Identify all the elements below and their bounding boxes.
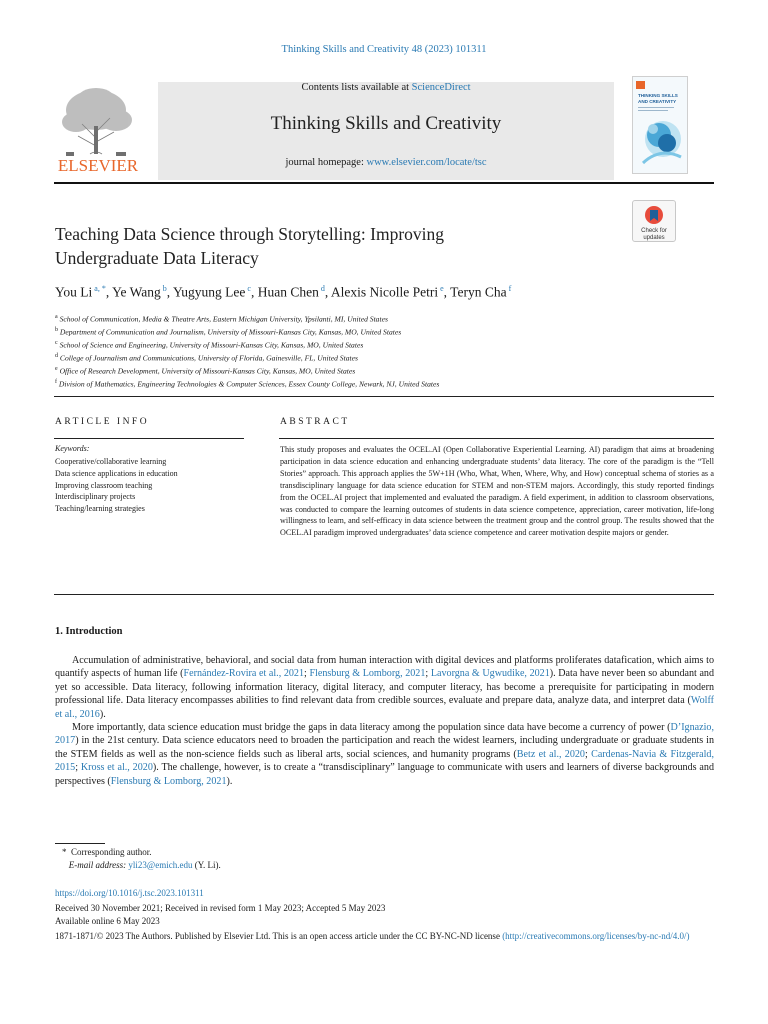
paragraph-text: More importantly, data science education must bridge the gaps in data literacy among the population since data have become a currency of power ( bbox=[72, 722, 671, 734]
author-affiliation-marker[interactable]: f bbox=[506, 284, 512, 293]
license-text: 1871-1871/© 2023 The Authors. Published by Elsevier Ltd. This is an open access article under the CC BY-NC-ND license bbox=[55, 931, 500, 941]
article-info-heading: ARTICLE INFO bbox=[55, 417, 150, 427]
citation-link[interactable]: Fernández-Rovira et al., 2021 bbox=[183, 668, 305, 680]
citation-link[interactable]: Kross et al., 2020 bbox=[80, 762, 153, 774]
affiliation-item bbox=[55, 325, 715, 338]
homepage-prefix: journal homepage: bbox=[285, 157, 367, 168]
keyword-item: Cooperative/collaborative learning bbox=[55, 457, 167, 466]
journal-reference[interactable]: Thinking Skills and Creativity 48 (2023) 101311 bbox=[281, 44, 487, 55]
contents-prefix: Contents lists available at bbox=[301, 82, 412, 93]
author-separator: , bbox=[105, 284, 113, 300]
citation-link[interactable]: Lavorgna & Ugwudike, 2021 bbox=[430, 668, 550, 680]
affiliation-text: School of Science and Engineering, University of Missouri-Kansas City, Kansas, MO, United States bbox=[57, 340, 364, 350]
bookmark-ribbon-icon bbox=[633, 201, 675, 241]
sciencedirect-link[interactable]: ScienceDirect bbox=[411, 82, 471, 93]
paragraph-text: ; bbox=[75, 762, 81, 774]
affiliation-marker: a bbox=[55, 314, 58, 320]
paragraph-text: ). bbox=[99, 708, 106, 720]
email-suffix: (Y. Li). bbox=[192, 860, 221, 870]
citation-link[interactable]: Betz et al., 2020 bbox=[516, 748, 585, 760]
keyword-item: Improving classroom teaching bbox=[55, 480, 153, 490]
author-affiliation-marker[interactable]: d bbox=[318, 284, 325, 293]
doi-link[interactable]: https://doi.org/10.1016/j.tsc.2023.101311 bbox=[55, 888, 204, 898]
elsevier-logo[interactable] bbox=[52, 80, 144, 176]
section-rule bbox=[54, 594, 714, 595]
affiliation-text: Division of Mathematics, Engineering Technologies & Computer Sciences, Essex County College, Newark, NJ, United States bbox=[57, 379, 440, 389]
keyword-list bbox=[55, 456, 255, 515]
citation-link[interactable]: Wolff et al., 2016 bbox=[55, 695, 714, 720]
paragraph-text: ). The challenge, however, is to create a “transdisciplinary” language to communicate with users and learners of diverse backgrounds and perspectives ( bbox=[55, 762, 714, 787]
cover-artwork-icon bbox=[633, 77, 687, 173]
paragraph-text: ; bbox=[425, 668, 431, 680]
author-name[interactable]: Teryn Cha bbox=[450, 284, 507, 300]
paragraph-text: ; bbox=[584, 748, 592, 760]
elsevier-wordmark: ELSEVIER bbox=[57, 156, 139, 175]
author-list bbox=[55, 284, 695, 301]
journal-title: Thinking Skills and Creativity bbox=[270, 113, 502, 134]
author-name[interactable]: Huan Chen bbox=[257, 284, 319, 300]
asterisk-marker: * bbox=[62, 847, 71, 857]
author-email-link[interactable]: yli23@emich.edu bbox=[128, 860, 193, 870]
keyword-item: Teaching/learning strategies bbox=[55, 504, 145, 514]
affiliation-marker: c bbox=[55, 340, 58, 347]
email-label: E-mail address: bbox=[68, 860, 127, 870]
affiliation-item bbox=[55, 351, 715, 364]
paragraph-text: Accumulation of administrative, behavioral, and social data from human interaction with digital devices and platforms proliferates datafication, which aims to quantify aspects of human life ( bbox=[55, 655, 714, 680]
author-separator: , bbox=[443, 284, 451, 300]
svg-text:THINKING SKILLS: THINKING SKILLS bbox=[638, 93, 678, 98]
journal-homepage-link[interactable]: www.elsevier.com/locate/tsc bbox=[366, 157, 487, 168]
citation-link[interactable]: D’Ignazio, 2017 bbox=[55, 722, 714, 747]
introduction-heading: 1. Introduction bbox=[55, 626, 123, 637]
citation-link[interactable]: Cardenas-Navia & Fitzgerald, 2015 bbox=[55, 748, 714, 774]
paragraph-text: ). Data have never been so abundant and yet so accessible. Data literacy, following information literacy, digital literacy, and computer literacy, has become a prerequisite for participating in modern professional life. Data literacy encompasses abilities to find relevant data from credible sources, evaluate and prepare data, analyze data, and interpret data ( bbox=[55, 668, 715, 707]
svg-text:Check for: Check for bbox=[641, 228, 667, 234]
article-dates bbox=[55, 902, 715, 928]
affiliation-text: School of Communication, Media & Theatre Arts, Eastern Michigan University, Ypsilanti, MI, United States bbox=[57, 314, 388, 324]
elsevier-tree-icon bbox=[52, 80, 144, 176]
paragraph bbox=[55, 654, 714, 721]
author-name[interactable]: Alexis Nicolle Petri bbox=[330, 284, 439, 300]
introduction-body bbox=[55, 654, 714, 788]
affiliation-marker: d bbox=[55, 353, 58, 360]
author-name[interactable]: Yugyung Lee bbox=[173, 284, 246, 300]
affiliation-text: Office of Research Development, University of Missouri-Kansas City, Kansas, MO, United States bbox=[57, 366, 356, 376]
author-name[interactable]: Ye Wang bbox=[112, 284, 161, 300]
corresponding-author-note: Corresponding author. bbox=[71, 847, 152, 857]
abstract-text: This study proposes and evaluates the OCEL.AI (Open Collaborative Experiential Learning. AI) paradigm that aims at broadening participation in data science education and enhancing undergraduate students’ data literacy. The core of the paradigm is the “Tell Stories” approach. This approach applies the 5W+1H (Who, What, When, Where, Why, and How) conceptual schema of stories as a transdisciplinary language for data science education for STEM and non-STEM majors. Accordingly, this study reported findings from the OCEL.AI project that implemented and evaluated the paradigm. A field experiment, in addition to classroom observations, was conducted to compare the learning outcomes of students in data science competence, appreciation, career motivation, life-long willingness to learn, and self-efficacy in data science between the treatment group and the control group. The results showed that the OCEL.AI paradigm improved undergraduates’ data science competence and career motivation despite majors or gender. bbox=[280, 445, 714, 538]
affiliation-marker: e bbox=[55, 366, 58, 373]
license-notice bbox=[55, 930, 714, 943]
homepage-line bbox=[158, 157, 614, 168]
author-affiliation-marker[interactable]: b bbox=[160, 284, 167, 293]
affiliation-marker: f bbox=[55, 379, 57, 386]
article-title-line: Undergraduate Data Literacy bbox=[55, 248, 259, 268]
author-separator: , bbox=[324, 284, 331, 300]
svg-text:AND CREATIVITY: AND CREATIVITY bbox=[638, 99, 677, 104]
section-rule bbox=[54, 396, 714, 397]
check-for-updates-badge[interactable] bbox=[632, 200, 676, 242]
keywords-label: Keywords: bbox=[55, 444, 90, 453]
footnote-rule bbox=[55, 843, 105, 844]
abstract-rule bbox=[279, 438, 714, 439]
article-title-line: Teaching Data Science through Storytelling: Improving bbox=[55, 224, 445, 244]
license-link[interactable]: (http://creativecommons.org/licenses/by-nc-nd/4.0/) bbox=[502, 931, 690, 941]
affiliation-item bbox=[55, 364, 715, 377]
contents-line bbox=[158, 82, 614, 93]
footnote bbox=[62, 846, 221, 872]
paragraph bbox=[55, 721, 714, 788]
paragraph-text: ). bbox=[226, 775, 233, 787]
svg-text:updates: updates bbox=[643, 235, 665, 241]
keyword-item: Data science applications in education bbox=[55, 468, 178, 478]
abstract-heading: ABSTRACT bbox=[280, 417, 350, 427]
author-affiliation-marker[interactable]: c bbox=[245, 284, 251, 293]
article-title bbox=[55, 222, 615, 270]
available-online-date: Available online 6 May 2023 bbox=[55, 916, 160, 926]
keyword-item: Interdisciplinary projects bbox=[55, 492, 136, 502]
affiliation-list bbox=[55, 312, 715, 390]
affiliation-item bbox=[55, 377, 715, 390]
affiliation-text: College of Journalism and Communications, University of Florida, Gainesville, FL, United States bbox=[58, 353, 358, 363]
journal-cover-thumbnail[interactable] bbox=[632, 76, 688, 174]
paragraph-text: ; bbox=[304, 668, 310, 680]
author-separator: , bbox=[166, 284, 174, 300]
author-name[interactable]: You Li bbox=[55, 284, 93, 300]
paragraph-text: ) in the 21st century. Data science educators need to broaden the participation and reach the widest learners, including undergraduate or graduate students in the STEM fields as well as the non-science fields such as liberal arts, social sciences, and humanity programs ( bbox=[55, 735, 714, 760]
affiliation-marker: b bbox=[55, 327, 58, 334]
affiliation-text: Department of Communication and Journalism, University of Missouri-Kansas City, Kansas, MO, United States bbox=[58, 327, 402, 337]
header-rule bbox=[54, 182, 714, 184]
affiliation-item bbox=[55, 338, 715, 351]
received-dates: Received 30 November 2021; Received in revised form 1 May 2023; Accepted 5 May 2023 bbox=[55, 903, 386, 913]
affiliation-item bbox=[55, 312, 715, 325]
citation-link[interactable]: Flensburg & Lomborg, 2021 bbox=[110, 775, 227, 787]
citation-link[interactable]: Flensburg & Lomborg, 2021 bbox=[309, 668, 426, 680]
author-affiliation-marker[interactable]: a, * bbox=[92, 284, 106, 293]
author-affiliation-marker[interactable]: e bbox=[438, 284, 444, 293]
author-separator: , bbox=[250, 284, 258, 300]
article-info-rule bbox=[54, 438, 244, 439]
